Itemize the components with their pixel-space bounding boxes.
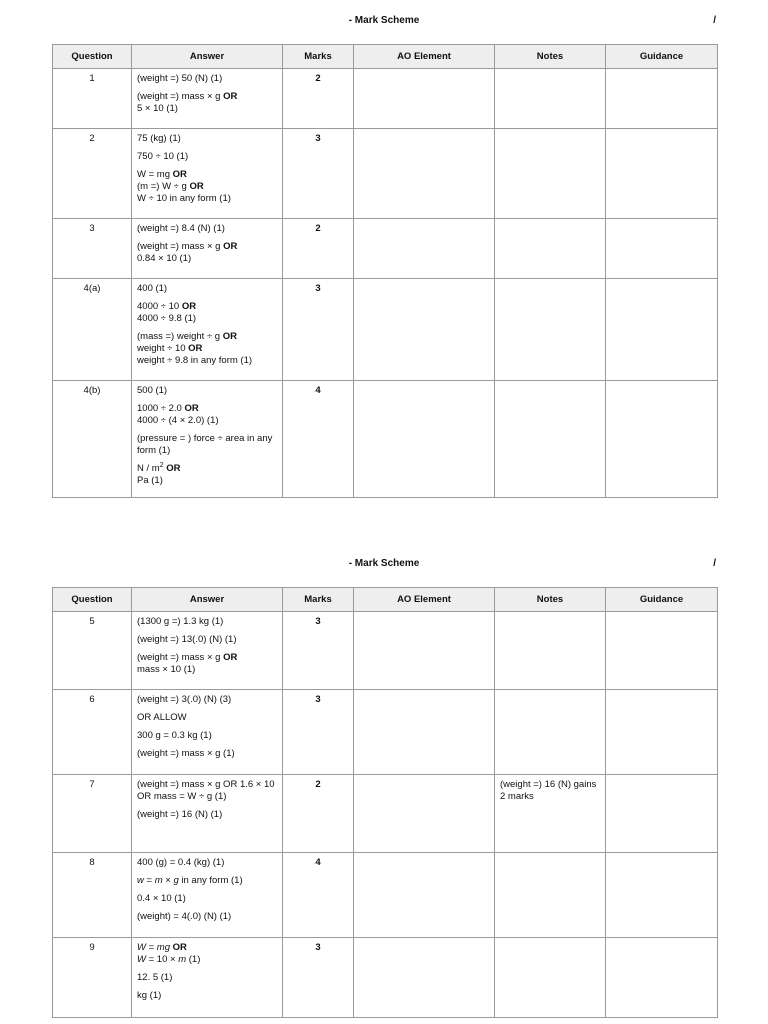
- answer-line: OR ALLOW: [137, 712, 187, 723]
- variable-symbol: W: [137, 942, 146, 953]
- ao-element-cell: [354, 279, 495, 381]
- table-row: [53, 690, 718, 775]
- marks-cell: 4: [283, 381, 354, 498]
- marks-cell: 3: [283, 690, 354, 775]
- question-cell: 4(a): [53, 279, 132, 381]
- answer-line: (1300 g =) 1.3 kg (1): [137, 616, 224, 627]
- answer-cell: [132, 612, 283, 690]
- answer-line: N / $m^2$ OR Pa (1): [137, 461, 181, 486]
- marks-cell: 3: [283, 612, 354, 690]
- notes-cell: [495, 938, 606, 1018]
- answer-line: 400 (g) = 0.4 (kg) (1): [137, 857, 225, 868]
- table-header-row: [53, 588, 718, 612]
- table-row: [53, 938, 718, 1018]
- answer-line: w = m × g in any form (1): [137, 875, 243, 886]
- marks-cell: 3: [283, 129, 354, 219]
- table-header-row: [53, 45, 718, 69]
- guidance-cell: [606, 853, 718, 938]
- table-row: [53, 279, 718, 381]
- guidance-cell: [606, 938, 718, 1018]
- table-row: [53, 69, 718, 129]
- answer-cell: [132, 279, 283, 381]
- ao-element-cell: [354, 129, 495, 219]
- notes-cell: [495, 219, 606, 279]
- col-header-ao-element: AO Element: [354, 588, 495, 612]
- marks-cell: 4: [283, 853, 354, 938]
- answer-cell: [132, 775, 283, 853]
- notes-cell: [495, 69, 606, 129]
- or-keyword: OR: [184, 403, 199, 414]
- answer-line: (weight =) 16 (N) (1): [137, 809, 223, 820]
- page-1: [0, 14, 768, 486]
- marks-cell: 2: [283, 69, 354, 129]
- guidance-cell: [606, 381, 718, 498]
- question-cell: 1: [53, 69, 132, 129]
- col-header-guidance: Guidance: [606, 45, 718, 69]
- answer-line: (weight =) 50 (N) (1): [137, 73, 223, 84]
- notes-cell: [495, 853, 606, 938]
- or-keyword: OR: [223, 652, 238, 663]
- col-header-marks: Marks: [283, 45, 354, 69]
- answer-cell: [132, 853, 283, 938]
- question-cell: 4(b): [53, 381, 132, 498]
- col-header-question: Question: [53, 45, 132, 69]
- mark-scheme-table: [52, 44, 718, 498]
- answer-line: 500 (1): [137, 385, 168, 396]
- answer-line: (weight) = 4(.0) (N) (1): [137, 911, 232, 922]
- or-keyword: OR: [223, 241, 238, 252]
- header-title: - Mark Scheme: [348, 15, 420, 26]
- answer-line: kg (1): [137, 990, 162, 1001]
- ao-element-cell: [354, 69, 495, 129]
- table-row: [53, 775, 718, 853]
- notes-cell: (weight =) 16 (N) gains 2 marks: [495, 775, 606, 853]
- page-2: [0, 557, 768, 1001]
- answer-line: W = mg OR W = 10 × m (1): [137, 942, 201, 965]
- notes-cell: [495, 381, 606, 498]
- answer-cell: [132, 129, 283, 219]
- or-keyword: OR: [172, 942, 187, 953]
- answer-line: W = mg OR (m =) W ÷ g OR W ÷ 10 in any form (1): [137, 169, 231, 204]
- question-cell: 3: [53, 219, 132, 279]
- answer-cell: [132, 69, 283, 129]
- guidance-cell: [606, 219, 718, 279]
- answer-line: (weight =) 3(.0) (N) (3): [137, 694, 232, 705]
- ao-element-cell: [354, 219, 495, 279]
- answer-cell: [132, 381, 283, 498]
- table-row: [53, 219, 718, 279]
- question-cell: 2: [53, 129, 132, 219]
- or-keyword: OR: [223, 91, 238, 102]
- question-cell: 9: [53, 938, 132, 1018]
- answer-line: (weight =) mass × g OR 1.6 × 10 OR mass = W ÷ g (1): [137, 779, 275, 802]
- or-keyword: OR: [181, 301, 197, 312]
- header-slash: /: [713, 15, 716, 26]
- question-cell: 8: [53, 853, 132, 938]
- ao-element-cell: [354, 853, 495, 938]
- ao-element-cell: [354, 775, 495, 853]
- answer-line: (weight =) 13(.0) (N) (1): [137, 634, 237, 645]
- table-row: [53, 853, 718, 938]
- marks-cell: 3: [283, 279, 354, 381]
- answer-line: (weight =) mass × g OR 5 × 10 (1): [137, 91, 238, 114]
- col-header-question: Question: [53, 588, 132, 612]
- answer-line: (weight =) 8.4 (N) (1): [137, 223, 225, 234]
- question-cell: 7: [53, 775, 132, 853]
- or-keyword: OR: [222, 331, 237, 342]
- col-header-guidance: Guidance: [606, 588, 718, 612]
- ao-element-cell: [354, 690, 495, 775]
- variable-symbol: m: [154, 875, 163, 886]
- answer-line: (weight =) mass × g (1): [137, 748, 235, 759]
- marks-cell: 2: [283, 775, 354, 853]
- page-header: [0, 14, 768, 30]
- col-header-notes: Notes: [495, 45, 606, 69]
- col-header-marks: Marks: [283, 588, 354, 612]
- col-header-answer: Answer: [132, 588, 283, 612]
- or-keyword: OR: [166, 463, 181, 474]
- notes-cell: [495, 129, 606, 219]
- header-title: - Mark Scheme: [348, 558, 420, 569]
- ao-element-cell: [354, 381, 495, 498]
- answer-line: (mass =) weight ÷ g OR weight ÷ 10 OR weight ÷ 9.8 in any form (1): [137, 331, 253, 366]
- table-row: [53, 612, 718, 690]
- guidance-cell: [606, 612, 718, 690]
- answer-line: (weight =) mass × g OR 0.84 × 10 (1): [137, 241, 238, 264]
- guidance-cell: [606, 775, 718, 853]
- col-header-answer: Answer: [132, 45, 283, 69]
- answer-cell: [132, 219, 283, 279]
- answer-line: (weight =) mass × g OR mass × 10 (1): [137, 652, 238, 675]
- variable-symbol: W: [137, 954, 146, 965]
- notes-cell: [495, 690, 606, 775]
- or-keyword: OR: [172, 169, 187, 180]
- table-row: [53, 381, 718, 498]
- answer-line: 4000 ÷ 10 OR 4000 ÷ 9.8 (1): [137, 301, 197, 324]
- table-row: [53, 129, 718, 219]
- question-cell: 5: [53, 612, 132, 690]
- mark-scheme-table: [52, 587, 718, 1018]
- answer-line: (pressure = ) force ÷ area in any form (1): [137, 433, 273, 456]
- answer-line: 75 (kg) (1): [137, 133, 181, 144]
- notes-cell: [495, 279, 606, 381]
- superscript: 2: [159, 461, 164, 469]
- question-cell: 6: [53, 690, 132, 775]
- marks-cell: 3: [283, 938, 354, 1018]
- col-header-ao-element: AO Element: [354, 45, 495, 69]
- answer-line: 750 ÷ 10 (1): [137, 151, 189, 162]
- variable-symbol: w: [137, 875, 144, 886]
- guidance-cell: [606, 279, 718, 381]
- answer-line: 1000 ÷ 2.0 OR 4000 ÷ (4 × 2.0) (1): [137, 403, 219, 426]
- answer-line: 12. 5 (1): [137, 972, 173, 983]
- header-slash: /: [713, 558, 716, 569]
- variable-symbol: mg: [156, 942, 170, 953]
- guidance-cell: [606, 129, 718, 219]
- col-header-notes: Notes: [495, 588, 606, 612]
- answer-line: 400 (1): [137, 283, 168, 294]
- or-keyword: OR: [189, 181, 204, 192]
- answer-cell: [132, 938, 283, 1018]
- marks-cell: 2: [283, 219, 354, 279]
- or-keyword: OR: [188, 343, 203, 354]
- page-header: [0, 557, 768, 573]
- answer-cell: [132, 690, 283, 775]
- guidance-cell: [606, 690, 718, 775]
- ao-element-cell: [354, 612, 495, 690]
- variable-symbol: m: [178, 954, 187, 965]
- ao-element-cell: [354, 938, 495, 1018]
- answer-line: 300 g = 0.3 kg (1): [137, 730, 212, 741]
- variable-symbol: g: [173, 875, 179, 886]
- notes-cell: [495, 612, 606, 690]
- answer-line: 0.4 × 10 (1): [137, 893, 186, 904]
- guidance-cell: [606, 69, 718, 129]
